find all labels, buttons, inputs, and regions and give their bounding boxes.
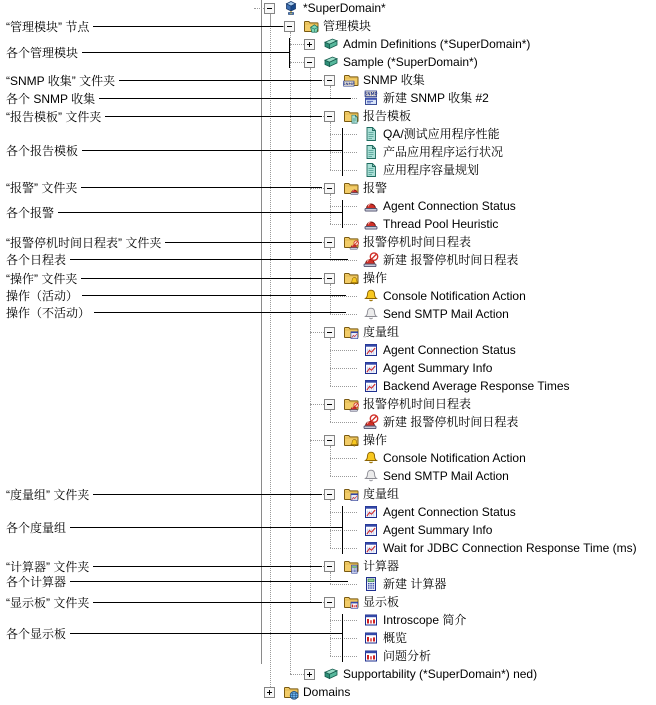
tree-guide-line	[330, 458, 357, 459]
tree-node-label[interactable]: 显示板	[363, 595, 400, 609]
callout-annotation	[6, 593, 322, 611]
callout-line	[105, 116, 322, 117]
callout-annotation	[6, 485, 322, 503]
callout-annotation	[6, 178, 322, 196]
tree-node-label[interactable]: Admin Definitions (*SuperDomain*)	[343, 37, 531, 51]
callout-line	[94, 312, 346, 313]
tree-node-label[interactable]: 度量组	[363, 487, 400, 501]
tree-node-label[interactable]: 新建 报警停机时间日程表	[383, 415, 519, 429]
expander-minus-icon[interactable]	[324, 183, 335, 194]
expander-plus-icon[interactable]	[304, 669, 315, 680]
bell-inactive-icon[interactable]	[363, 468, 379, 484]
tree-guide-line	[290, 674, 304, 675]
metric-group-icon[interactable]	[363, 342, 379, 358]
tree-node-label[interactable]: 度量组	[363, 325, 400, 339]
callout-line	[70, 633, 342, 634]
callout-label: 各个报警	[6, 205, 55, 220]
expander-minus-icon[interactable]	[264, 3, 275, 14]
module-icon[interactable]	[323, 666, 339, 682]
expander-minus-icon[interactable]	[304, 57, 315, 68]
tree-guide-line	[330, 410, 331, 422]
tree-node-label[interactable]: 操作	[363, 433, 388, 447]
folder-action-icon[interactable]	[343, 432, 359, 448]
callout-annotation	[6, 518, 342, 536]
svg-text:SNMP: SNMP	[364, 91, 378, 97]
tree-node-label[interactable]: QA/测试应用程序性能	[383, 127, 500, 141]
callout-bracket-line	[342, 128, 343, 176]
tree-node-label[interactable]: 管理模块	[323, 19, 372, 33]
metric-group-icon[interactable]	[363, 540, 379, 556]
expander-minus-icon[interactable]	[324, 435, 335, 446]
callout-line	[165, 242, 322, 243]
callout-line	[93, 566, 322, 567]
callout-annotation	[6, 107, 322, 125]
svg-text:SNMP: SNMP	[343, 82, 355, 87]
tree-node-label[interactable]: Send SMTP Mail Action	[383, 469, 509, 483]
folder-action-icon[interactable]	[343, 270, 359, 286]
tree-node-label[interactable]: Sample (*SuperDomain*)	[343, 55, 478, 69]
metric-group-icon[interactable]	[363, 504, 379, 520]
callout-line	[93, 494, 322, 495]
expander-plus-icon[interactable]	[304, 39, 315, 50]
callout-line	[70, 259, 348, 260]
tree-node-label[interactable]: Agent Summary Info	[383, 523, 493, 537]
tree-guide-line	[330, 224, 357, 225]
callout-label: “管理模块” 节点	[6, 19, 90, 34]
tree-node-label[interactable]: 操作	[363, 271, 388, 285]
tree-node-label[interactable]: Console Notification Action	[383, 451, 526, 465]
downtime-icon[interactable]	[363, 414, 379, 430]
tree-guide-line	[330, 476, 357, 477]
tree-guide-line	[330, 446, 331, 476]
bell-inactive-icon[interactable]	[363, 306, 379, 322]
expander-minus-icon[interactable]	[324, 561, 335, 572]
callout-annotation	[6, 233, 322, 251]
report-template-icon[interactable]	[363, 144, 379, 160]
callout-annotation	[6, 141, 342, 159]
expander-minus-icon[interactable]	[284, 21, 295, 32]
bell-active-icon[interactable]	[363, 288, 379, 304]
tree-node-label[interactable]: Console Notification Action	[383, 289, 526, 303]
tree-node-label[interactable]: Introscope 简介	[383, 613, 467, 627]
folder-downtime-icon[interactable]	[343, 234, 359, 250]
tree-guide-line	[330, 512, 357, 513]
callout-label: “报告模板” 文件夹	[6, 109, 102, 124]
folder-alert-icon[interactable]	[343, 180, 359, 196]
tree-guide-line	[330, 656, 357, 657]
folder-downtime-icon[interactable]	[343, 396, 359, 412]
tree-guide-line	[310, 404, 324, 405]
tree-node-label[interactable]: 新建 计算器	[383, 577, 447, 591]
tree-node-label[interactable]: Backend Average Response Times	[383, 379, 570, 393]
dashboard-icon[interactable]	[363, 612, 379, 628]
tree-guide-line	[330, 350, 357, 351]
callout-line	[81, 187, 322, 188]
tree-node-label[interactable]: 计算器	[363, 559, 400, 573]
tree-guide-line	[290, 44, 304, 45]
tree-node-label[interactable]: Agent Summary Info	[383, 361, 493, 375]
callout-annotation	[6, 624, 342, 642]
dashboard-icon[interactable]	[363, 630, 379, 646]
folder-snmp-icon[interactable]	[343, 72, 359, 88]
callout-annotation	[6, 17, 283, 35]
callout-line	[58, 212, 342, 213]
tree-node-label[interactable]: SNMP 收集	[363, 73, 425, 87]
callout-line	[99, 98, 351, 99]
downtime-icon[interactable]	[363, 252, 379, 268]
callout-label: “报警” 文件夹	[6, 180, 78, 195]
folder-domains-icon[interactable]	[283, 684, 299, 700]
callout-bracket-line	[342, 506, 343, 554]
expander-minus-icon[interactable]	[324, 111, 335, 122]
expander-minus-icon[interactable]	[324, 399, 335, 410]
tree-guide-line	[330, 422, 357, 423]
alert-icon[interactable]	[363, 198, 379, 214]
tree-node-label[interactable]: 概览	[383, 631, 408, 645]
callout-label: “操作” 文件夹	[6, 271, 78, 286]
tree-node-label[interactable]: Domains	[303, 685, 351, 699]
tree-node-label[interactable]: Thread Pool Heuristic	[383, 217, 499, 231]
callout-annotation	[6, 303, 346, 321]
tree-node-label[interactable]: 报告模板	[363, 109, 412, 123]
folder-metric-icon[interactable]	[343, 324, 359, 340]
module-icon[interactable]	[323, 54, 339, 70]
callout-line	[93, 602, 322, 603]
callout-line	[81, 278, 322, 279]
callout-annotation	[6, 89, 351, 107]
calculator-icon[interactable]	[363, 576, 379, 592]
callout-line	[82, 52, 289, 53]
callout-annotation	[6, 572, 348, 590]
expander-minus-icon[interactable]	[324, 489, 335, 500]
callout-label: 各个日程表	[6, 252, 67, 267]
tree-node-label[interactable]: 应用程序容量规划	[383, 163, 480, 177]
callout-label: 各个管理模块	[6, 45, 79, 60]
expander-minus-icon[interactable]	[324, 597, 335, 608]
tree-node-label[interactable]: 产品应用程序运行状况	[383, 145, 504, 159]
tree-guide-line	[330, 338, 331, 386]
callout-label: 操作（活动）	[6, 288, 79, 303]
expander-minus-icon[interactable]	[324, 273, 335, 284]
tree-node-label[interactable]: 报警停机时间日程表	[363, 397, 472, 411]
tree-guide-line	[330, 134, 357, 135]
expander-minus-icon[interactable]	[324, 237, 335, 248]
folder-dashboard-icon[interactable]	[343, 594, 359, 610]
tree-guide-line	[330, 170, 357, 171]
metric-group-icon[interactable]	[363, 360, 379, 376]
tree-node-label[interactable]: Supportability (*SuperDomain*) ned)	[343, 667, 538, 681]
callout-line	[93, 26, 283, 27]
tree-node-label[interactable]: 报警	[363, 181, 388, 195]
callout-bracket-line	[342, 614, 343, 662]
callout-annotation	[6, 286, 346, 304]
callout-line	[70, 527, 342, 528]
callout-annotation	[6, 203, 342, 221]
module-icon[interactable]	[323, 36, 339, 52]
tree-guide-line	[290, 62, 304, 63]
bell-active-icon[interactable]	[363, 450, 379, 466]
callout-annotation	[6, 71, 322, 89]
expander-minus-icon[interactable]	[324, 327, 335, 338]
callout-label: “显示板” 文件夹	[6, 595, 90, 610]
metric-group-icon[interactable]	[363, 522, 379, 538]
dashboard-icon[interactable]	[363, 648, 379, 664]
metric-group-icon[interactable]	[363, 378, 379, 394]
callout-label: 各个 SNMP 收集	[6, 91, 96, 106]
report-template-icon[interactable]	[363, 162, 379, 178]
tree-node-label[interactable]: 问题分析	[383, 649, 432, 663]
report-template-icon[interactable]	[363, 126, 379, 142]
tree-node-label[interactable]: Agent Connection Status	[383, 199, 516, 213]
callout-label: “SNMP 收集” 文件夹	[6, 73, 116, 88]
tree-guide-line	[330, 548, 357, 549]
tree-guide-line	[330, 620, 357, 621]
callout-line	[82, 295, 346, 296]
tree-node-label[interactable]: Agent Connection Status	[383, 343, 516, 357]
tree-guide-line	[330, 368, 357, 369]
tree-node-label[interactable]: 报警停机时间日程表	[363, 235, 472, 249]
superdomain-icon[interactable]	[283, 0, 299, 16]
tree-node-label[interactable]: 新建 SNMP 收集 #2	[383, 91, 489, 105]
callout-line	[119, 80, 322, 81]
callout-label: “报警停机时间日程表” 文件夹	[6, 235, 162, 250]
folder-report-icon[interactable]	[343, 108, 359, 124]
callout-label: 各个度量组	[6, 520, 67, 535]
callout-annotation	[6, 269, 322, 287]
tree-guide-line	[310, 440, 324, 441]
callout-bracket-line	[342, 200, 343, 228]
tree-guide-line	[330, 386, 357, 387]
callout-line	[70, 581, 348, 582]
folder-calc-icon[interactable]	[343, 558, 359, 574]
tree-node-label[interactable]: *SuperDomain*	[303, 1, 386, 15]
callout-label: 各个计算器	[6, 574, 67, 589]
tree-node-label[interactable]: Agent Connection Status	[383, 505, 516, 519]
tree-node-label[interactable]: Wait for JDBC Connection Response Time (ms)	[383, 541, 637, 555]
callout-annotation	[6, 250, 348, 268]
folder-module-icon[interactable]	[303, 18, 319, 34]
callout-bracket-line	[289, 38, 290, 68]
tree-guide-line	[254, 8, 264, 9]
callout-label: 各个报告模板	[6, 143, 79, 158]
expander-plus-icon[interactable]	[264, 687, 275, 698]
folder-metric-icon[interactable]	[343, 486, 359, 502]
callout-label: “计算器” 文件夹	[6, 559, 90, 574]
callout-label: “度量组” 文件夹	[6, 487, 90, 502]
tree-guide-line	[310, 332, 324, 333]
callout-annotation	[6, 43, 289, 61]
callout-label: 操作（不活动）	[6, 305, 91, 320]
callout-label: 各个显示板	[6, 626, 67, 641]
callout-line	[82, 150, 342, 151]
tree-node-label[interactable]: Send SMTP Mail Action	[383, 307, 509, 321]
snmp-collection-icon[interactable]	[363, 90, 379, 106]
alert-icon[interactable]	[363, 216, 379, 232]
expander-minus-icon[interactable]	[324, 75, 335, 86]
tree-node-label[interactable]: 新建 报警停机时间日程表	[383, 253, 519, 267]
